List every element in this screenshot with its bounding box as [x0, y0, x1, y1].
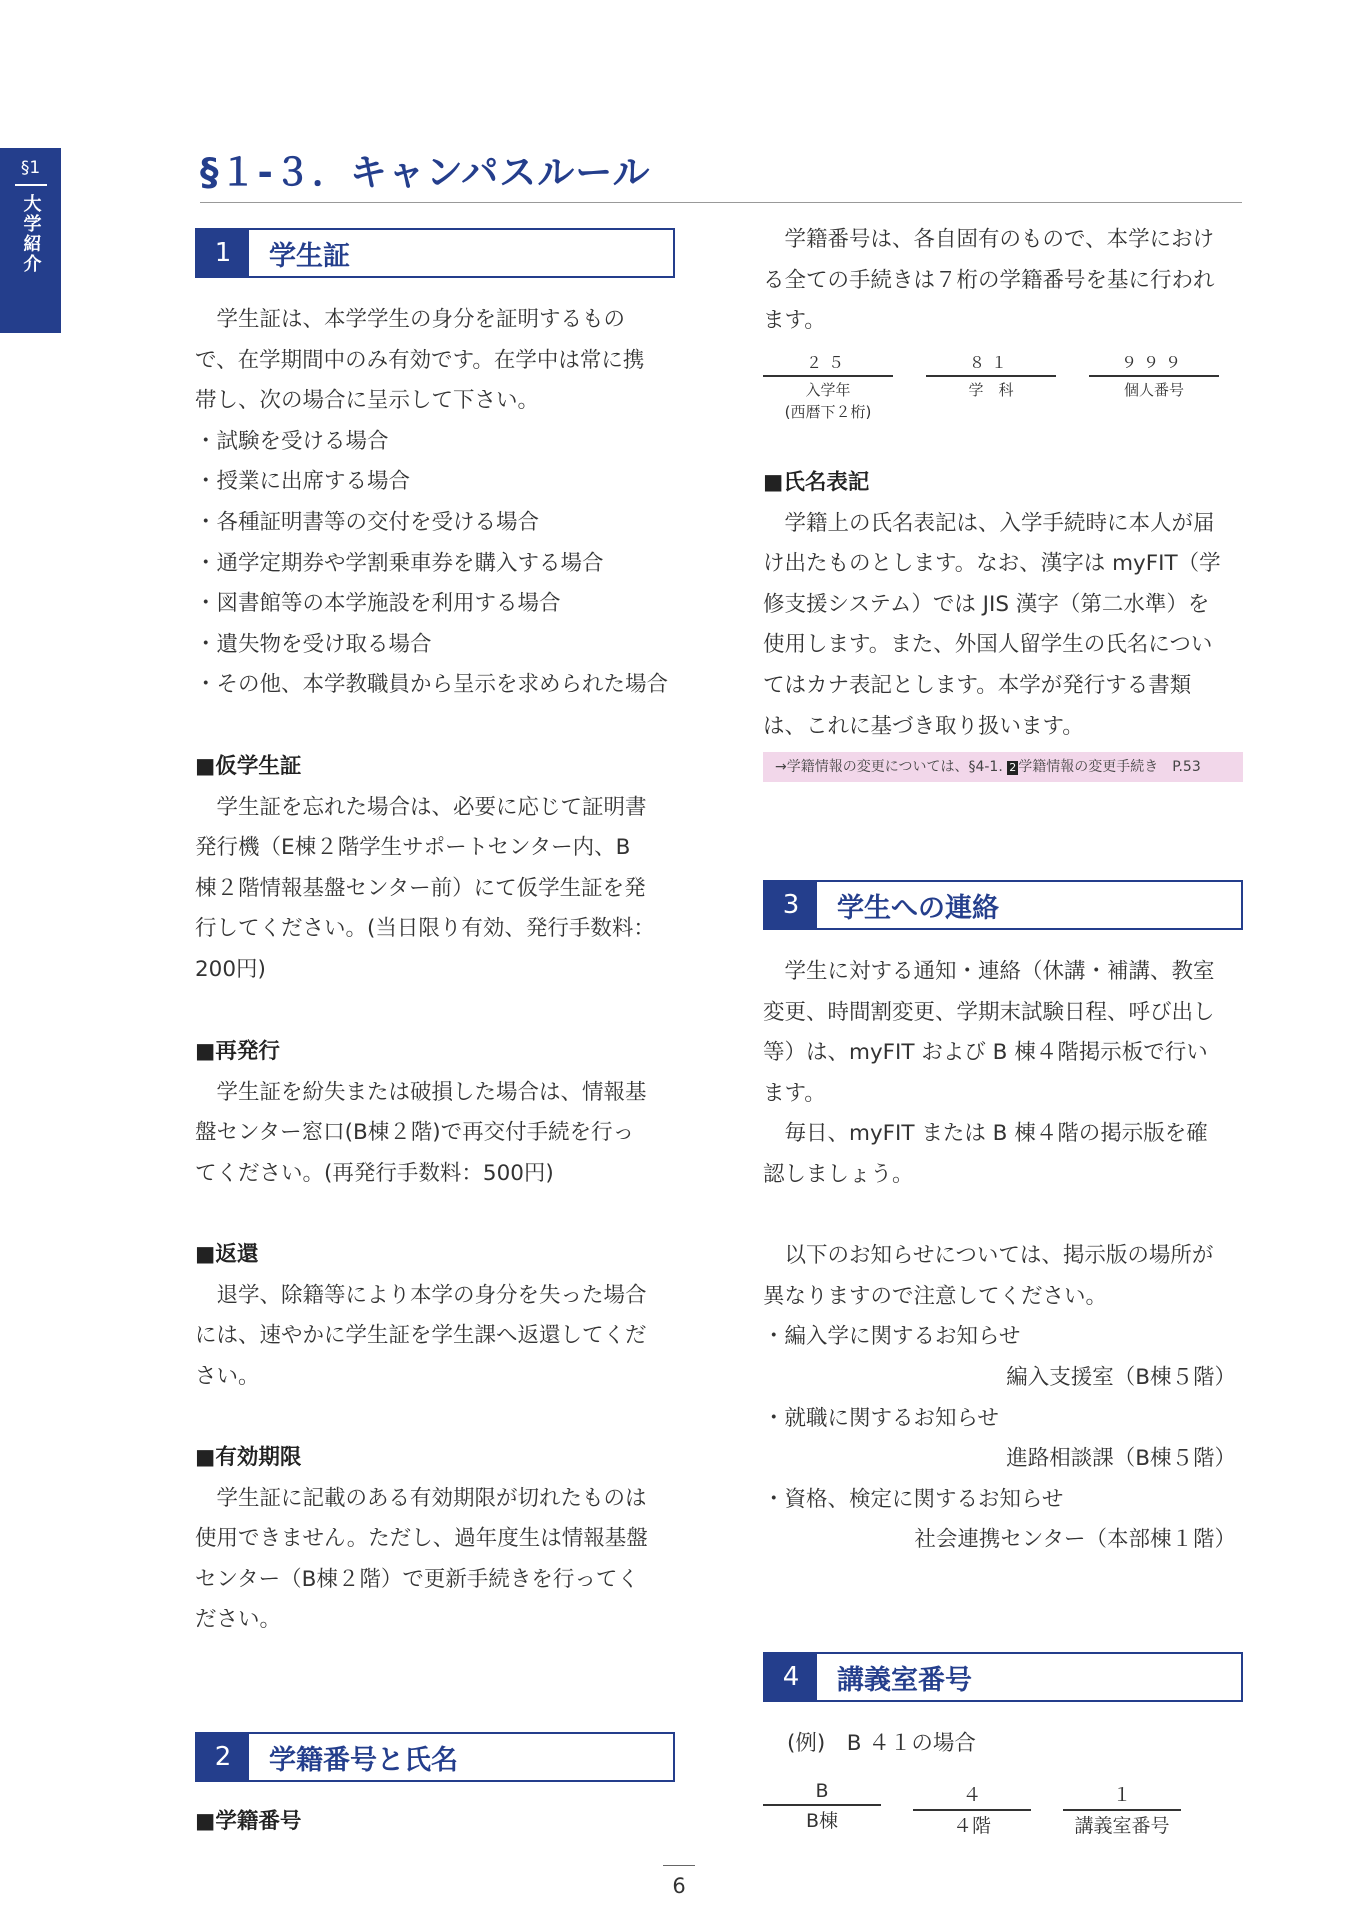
- diagram-segment: [1089, 350, 1219, 401]
- subheading: ■学籍番号: [195, 1809, 302, 1834]
- text-line: てください。(再発行手数料：500円): [195, 1160, 554, 1186]
- diagram-value: １: [1112, 1784, 1132, 1806]
- text-line: 盤センター窓口(B棟２階)で再交付手続を行っ: [195, 1120, 635, 1146]
- page-title: §１-３．キャンパスルール: [200, 142, 1242, 203]
- diagram-rule: [1089, 375, 1219, 377]
- text-line: 帯し、次の場合に呈示して下さい。: [195, 388, 540, 414]
- text-line: 以下のお知らせについては、掲示版の場所が: [784, 1243, 1214, 1269]
- diagram-value: B: [815, 1780, 829, 1802]
- bullet-item: ・その他、本学教職員から呈示を求められた場合: [195, 672, 669, 698]
- diagram-caption: 学 科: [968, 380, 1014, 399]
- text-line: け出たものとします。なお、漢字は myFIT（学: [763, 551, 1221, 577]
- text-line: てはカナ表記とします。本学が発行する書類: [763, 672, 1192, 698]
- notice-item-label: ・就職に関するお知らせ: [763, 1405, 999, 1431]
- bullet-item: ・各種証明書等の交付を受ける場合: [195, 509, 540, 535]
- text-line: る全ての手続きは７桁の学籍番号を基に行われ: [763, 267, 1215, 293]
- section-2-header: [195, 1732, 675, 1782]
- section-4-number: 4: [765, 1654, 817, 1700]
- diagram-segment: [763, 1780, 881, 1834]
- note-number-box: 2: [1009, 761, 1017, 774]
- diagram-rule: [913, 1809, 1031, 1811]
- student-number-description: [763, 220, 1248, 342]
- side-tab-divider: [15, 184, 47, 186]
- page-number-rule: [663, 1865, 695, 1866]
- subheading: ■再発行: [195, 1039, 280, 1064]
- text-line: さい。: [195, 1363, 260, 1389]
- text-line: ださい。: [195, 1607, 282, 1633]
- bullet-item: ・授業に出席する場合: [195, 469, 411, 495]
- text-line: 変更、時間割変更、学期末試験日程、呼び出し: [763, 999, 1215, 1025]
- notice-item-place: 進路相談課（B棟５階）: [1006, 1446, 1236, 1472]
- temporary-id-block: [195, 747, 680, 991]
- note-suffix: 学籍情報の変更手続き P.53: [1018, 759, 1201, 775]
- page-number: 6: [672, 1874, 686, 1898]
- text-line: 修支援システム）では JIS 漢字（第二水準）を: [763, 591, 1210, 617]
- name-notation-block: [763, 463, 1248, 747]
- section-4-title: 講義室番号: [837, 1664, 972, 1696]
- text-line: センター（B棟２階）で更新手続きを行ってく: [195, 1566, 639, 1592]
- diagram-segment: [926, 350, 1056, 401]
- bullet-item: ・通学定期券や学割乗車券を購入する場合: [195, 550, 604, 576]
- text-line: 学生証を忘れた場合は、必要に応じて証明書: [216, 794, 647, 820]
- text-line: 学生証に記載のある有効期限が切れたものは: [216, 1485, 647, 1511]
- text-line: 毎日、myFIT または B 棟４階の掲示版を確: [784, 1121, 1208, 1147]
- section-3-title: 学生への連絡: [837, 892, 999, 924]
- text-line: 学籍上の氏名表記は、入学手続時に本人が届: [784, 510, 1215, 536]
- diagram-segment: [1063, 1780, 1181, 1839]
- diagram-caption: 入学年: [805, 380, 851, 399]
- side-tab-section: §1: [20, 158, 41, 178]
- text-line: 学生に対する通知・連絡（休講・補講、教室: [784, 959, 1215, 984]
- text-line: 等）は、myFIT および B 棟４階掲示板で行い: [763, 1040, 1208, 1066]
- bullet-item: ・試験を受ける場合: [195, 428, 389, 454]
- text-line: 発行機（E棟２階学生サポートセンター内、B: [195, 835, 631, 861]
- bullet-item: ・遺失物を受け取る場合: [195, 631, 432, 657]
- text-line: 学生証を紛失または破損した場合は、情報基: [216, 1079, 647, 1105]
- subheading: ■返還: [195, 1242, 259, 1267]
- notice-item-place: 編入支援室（B棟５階）: [1006, 1364, 1236, 1390]
- notice-item-label: ・編入学に関するお知らせ: [763, 1324, 1021, 1350]
- text-line: ます。: [763, 308, 826, 334]
- text-line: 行してください。(当日限り有効、発行手数料：: [195, 916, 655, 942]
- diagram-caption: 講義室番号: [1074, 1814, 1170, 1837]
- side-tab-label: 大学紹介: [20, 194, 42, 274]
- text-line: 認しましょう。: [763, 1161, 914, 1187]
- diagram-caption: ４階: [952, 1814, 991, 1837]
- text-line: には、速やかに学生証を学生課へ返還してくだ: [195, 1323, 647, 1349]
- cross-reference-note[interactable]: [763, 752, 1243, 782]
- expiry-block: [195, 1438, 680, 1641]
- section-side-tab: [0, 148, 61, 333]
- subheading: ■有効期限: [195, 1445, 302, 1470]
- diagram-rule: [1063, 1809, 1181, 1811]
- diagram-value: ８１: [968, 353, 1013, 372]
- section-3-header: [763, 880, 1243, 930]
- diagram-segment: [763, 350, 893, 423]
- text-line: 退学、除籍等により本学の身分を失った場合: [216, 1282, 647, 1308]
- diagram-rule: [763, 375, 893, 377]
- section-1-title: 学生証: [269, 240, 350, 272]
- section-3-body: [763, 952, 1248, 1561]
- text-line: 200円): [195, 956, 266, 982]
- diagram-value: ４: [962, 1784, 982, 1806]
- room-number-diagram: [763, 1780, 1243, 1840]
- section-2-number: 2: [197, 1734, 249, 1780]
- text-line: 学籍番号は、各自固有のもので、本学におけ: [784, 227, 1215, 252]
- example-text: (例) B ４１の場合: [787, 1731, 976, 1756]
- section-1-body: [195, 300, 680, 706]
- text-line: で、在学期間中のみ有効です。在学中は常に携: [195, 347, 645, 373]
- diagram-caption: B棟: [805, 1809, 839, 1832]
- section-4-header: [763, 1652, 1243, 1702]
- notice-item-label: ・資格、検定に関するお知らせ: [763, 1486, 1064, 1512]
- text-line: 異なりますので注意してください。: [763, 1283, 1108, 1309]
- subheading: ■仮学生証: [195, 754, 302, 779]
- section-3-number: 3: [765, 882, 817, 928]
- section-1-number: 1: [197, 230, 249, 276]
- diagram-caption: 個人番号: [1123, 380, 1184, 399]
- room-example: [787, 1724, 1247, 1765]
- student-number-diagram: [763, 350, 1243, 420]
- diagram-value: ２５: [805, 353, 850, 372]
- text-line: ます。: [763, 1080, 826, 1106]
- reissue-block: [195, 1032, 680, 1194]
- text-line: 使用します。また、外国人留学生の氏名につい: [763, 632, 1213, 658]
- diagram-value: ９９９: [1120, 353, 1187, 372]
- diagram-rule: [763, 1804, 881, 1806]
- text-line: は、これに基づき取り扱います。: [763, 713, 1084, 739]
- text-line: 学生証は、本学学生の身分を証明するもの: [216, 307, 626, 332]
- subheading: ■氏名表記: [763, 470, 870, 495]
- section-2-title: 学籍番号と氏名: [269, 1744, 458, 1776]
- note-prefix: →学籍情報の変更については、§4-1.: [775, 759, 1008, 775]
- diagram-rule: [926, 375, 1056, 377]
- text-line: 棟２階情報基盤センター前）にて仮学生証を発: [195, 875, 646, 901]
- notice-item-place: 社会連携センター（本部棟１階）: [914, 1527, 1236, 1553]
- text-line: 使用できません。ただし、過年度生は情報基盤: [195, 1526, 648, 1552]
- diagram-segment: [913, 1780, 1031, 1839]
- section-1-header: [195, 228, 675, 278]
- student-number-heading-block: [195, 1802, 680, 1843]
- return-block: [195, 1235, 680, 1397]
- blank-line: [763, 1196, 1248, 1237]
- diagram-caption-sub: (西暦下２桁): [784, 402, 872, 421]
- bullet-item: ・図書館等の本学施設を利用する場合: [195, 591, 561, 617]
